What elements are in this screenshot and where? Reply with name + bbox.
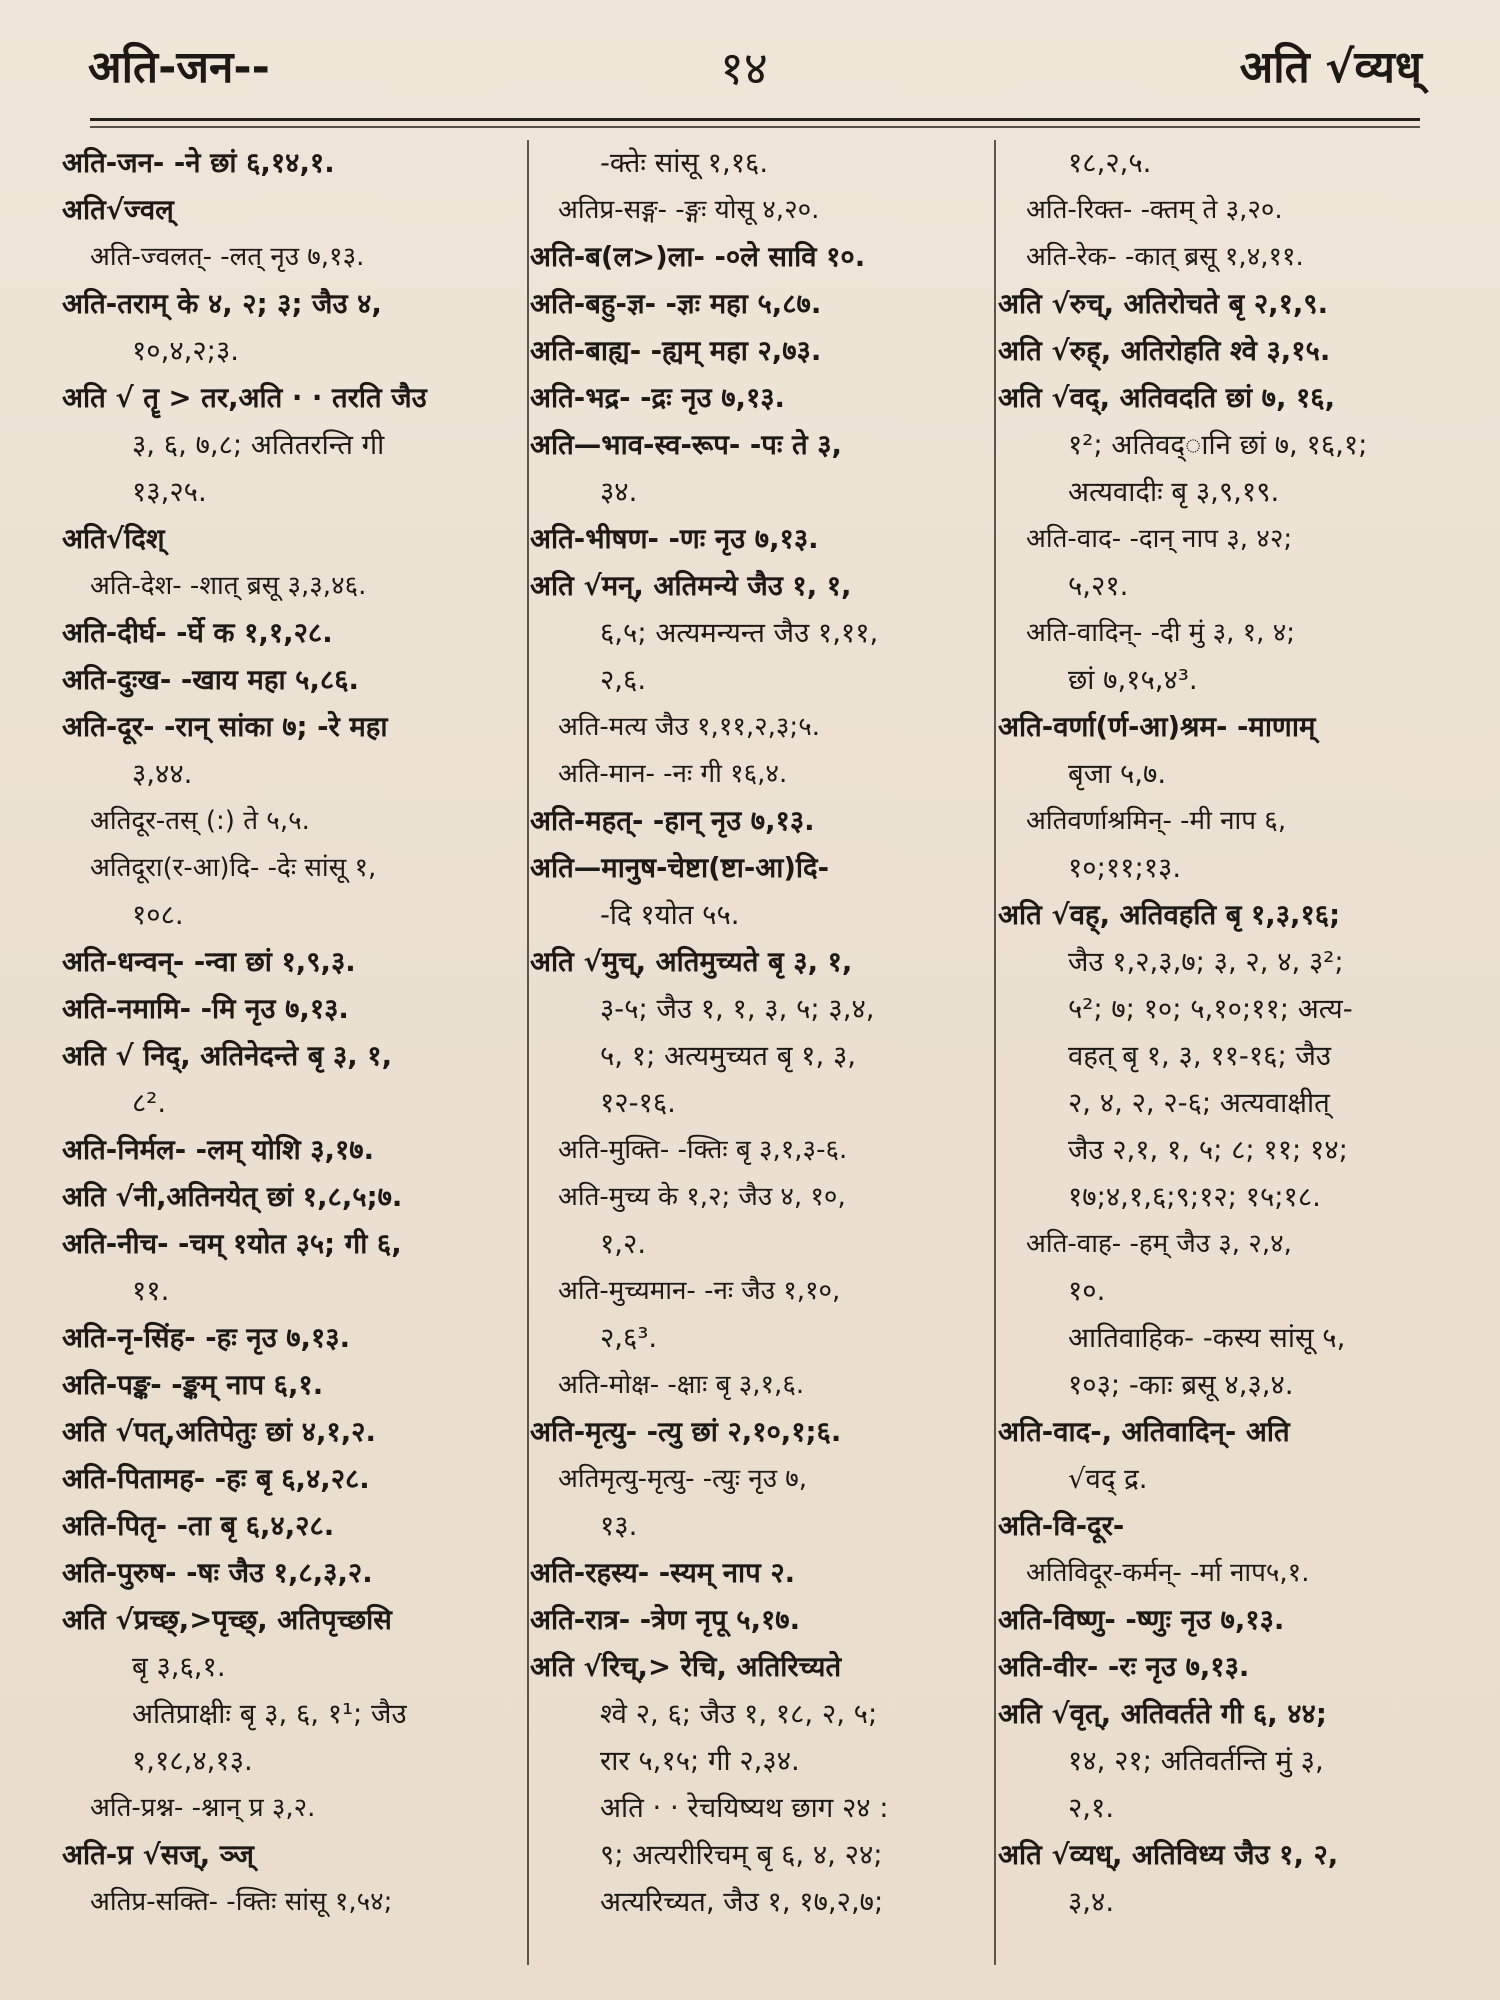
entry-line: अति √प्रच्छ्,>पृच्छ्, अतिपृच्छसि xyxy=(62,1604,392,1636)
entry-line: १०. xyxy=(1068,1275,1106,1307)
entry-line: अति-दुःख- -खाय महा ५,८६. xyxy=(62,664,359,696)
entry-line: ३-५; जैउ १, १, ३, ५; ३,४, xyxy=(600,993,875,1025)
entry-line: अति-विष्णु- -ष्णुः नृउ ७,१३. xyxy=(998,1604,1285,1636)
entry-line: १३. xyxy=(600,1510,638,1542)
entry-line: ३४. xyxy=(600,476,638,508)
entry-line: अति √मन्, अतिमन्ये जैउ १, १, xyxy=(530,570,852,602)
entry-line: अति-पितृ- -ता बृ ६,४,२८. xyxy=(62,1510,335,1542)
entry-line: १०;११;१३. xyxy=(1068,852,1182,884)
entry-line: १०३; -काः ब्रसू ४,३,४. xyxy=(1068,1369,1294,1401)
entry-line: अति-प्रश्न- -श्नान् प्र ३,२. xyxy=(90,1793,316,1823)
entry-line: अति √वद्, अतिवदति छां ७, १६, xyxy=(998,382,1336,414)
entry-line: ११. xyxy=(132,1275,170,1307)
entry-line: जैउ १,२,३,७; ३, २, ४, ३²; xyxy=(1068,946,1344,978)
entry-line: अति-भीषण- -णः नृउ ७,१३. xyxy=(530,523,819,555)
entry-line: -क्तेः सांसू १,१६. xyxy=(600,147,769,179)
entry-line: १२-१६. xyxy=(600,1087,676,1119)
entry-line: अति-रात्र- -त्रेण नृपू ५,१७. xyxy=(530,1604,801,1636)
entry-line: अतिप्र-सक्ति- -क्तिः सांसू १,५४; xyxy=(90,1887,393,1917)
entry-line: अति-देश- -शात् ब्रसू ३,३,४६. xyxy=(90,571,367,601)
entry-line: अति-वाह- -हम् जैउ ३, २,४, xyxy=(1026,1229,1292,1259)
entry-line: अतिदूर-तस् (:) ते ५,५. xyxy=(90,806,310,836)
header-rule xyxy=(90,118,1420,121)
entry-line: अति-वर्णा(र्ण-आ)श्रम- -माणाम् xyxy=(998,711,1316,743)
entry-column-2 xyxy=(530,140,992,1980)
entry-line: अति-धन्वन्- -न्वा छां १,९,३. xyxy=(62,946,356,978)
entry-line: अति√ज्वल् xyxy=(62,194,174,226)
entry-line: बृजा ५,७. xyxy=(1068,758,1167,790)
entry-line: २, ४, २, २-६; अत्यवाक्षीत् xyxy=(1068,1087,1330,1119)
entry-line: अति-नीच- -चम् १योत ३५; गी ६, xyxy=(62,1228,402,1260)
entry-column-3 xyxy=(998,140,1446,1980)
entry-line: ३, ६, ७,८; अतितरन्ति गी xyxy=(132,429,385,461)
entry-line: अतिवर्णाश्रमिन्- -मी नाप ६, xyxy=(1026,806,1287,836)
entry-line: अत्यवादीः बृ ३,९,१९. xyxy=(1068,476,1280,508)
entry-line: अतिदूरा(र-आ)दि- -देः सांसू १, xyxy=(90,853,377,883)
entry-line: अति-दीर्घ- -र्घे क १,१,२८. xyxy=(62,617,333,649)
entry-line: १३,२५. xyxy=(132,476,207,508)
column-divider xyxy=(527,140,529,1965)
entry-line: २,६. xyxy=(600,664,647,696)
running-head-right: अति √व्यध् xyxy=(1239,42,1422,93)
entry-line: ५,२१. xyxy=(1068,570,1129,602)
entry-line: अति · · रेचयिष्यथ छाग २४ : xyxy=(600,1792,889,1824)
entry-line: अति √नी,अतिनयेत् छां १,८,५;७. xyxy=(62,1181,403,1213)
entry-line: अति-जन- -ने छां ६,१४,१. xyxy=(62,147,335,179)
entry-line: अति-नृ-सिंह- -हः नृउ ७,१३. xyxy=(62,1322,351,1354)
entry-line: अति√दिश् xyxy=(62,523,165,555)
entry-line: आतिवाहिक- -कस्य सांसू ५, xyxy=(1068,1322,1346,1354)
entry-line: १८,२,५. xyxy=(1068,147,1152,179)
entry-line: वहत् बृ १, ३, ११-१६; जैउ xyxy=(1068,1040,1331,1072)
entry-line: ९; अत्यरीरिचम् बृ ६, ४, २४; xyxy=(600,1839,883,1871)
entry-line: अति-मान- -नः गी १६,४. xyxy=(558,759,788,789)
entry-line: अति—भाव-स्व-रूप- -पः ते ३, xyxy=(530,429,842,461)
entry-line: अति-मुक्ति- -क्तिः बृ ३,१,३-६. xyxy=(558,1135,848,1165)
entry-line: अत्यरिच्यत, जैउ १, १७,२,७; xyxy=(600,1886,884,1918)
entry-line: अति-ब(ल>)ला- -०ले सावि १०. xyxy=(530,241,866,273)
entry-line: अतिप्र-सङ्ग- -ङ्गः योसू ४,२०. xyxy=(558,195,820,225)
entry-line: अतिप्राक्षीः बृ ३, ६, १¹; जैउ xyxy=(132,1698,407,1730)
entry-line: जैउ २,१, १, ५; ८; ११; १४; xyxy=(1068,1134,1348,1166)
entry-line: अति √रिच्,> रेचि, अतिरिच्यते xyxy=(530,1651,842,1683)
entry-line: २,६³. xyxy=(600,1322,658,1354)
entry-line: अति-मृत्यु- -त्यु छां २,१०,१;६. xyxy=(530,1416,842,1448)
entry-line: अति √वृत्, अतिवर्तते गी ६, ४४; xyxy=(998,1698,1327,1730)
entry-line: अति-निर्मल- -लम् योशि ३,१७. xyxy=(62,1134,375,1166)
entry-line: ५, १; अत्यमुच्यत बृ १, ३, xyxy=(600,1040,856,1072)
entry-line: अति √व्यध्, अतिविध्य जैउ १, २, xyxy=(998,1839,1339,1871)
entry-line: ३,४. xyxy=(1068,1886,1115,1918)
entry-line: श्वे २, ६; जैउ १, १८, २, ५; xyxy=(600,1698,878,1730)
entry-line: अति-तराम् के ४, २; ३; जैउ ४, xyxy=(62,288,382,320)
entry-line: अति-वाद-, अतिवादिन्- अति xyxy=(998,1416,1290,1448)
page-number: १४ xyxy=(720,41,768,95)
entry-line: अति-वि-दूर- xyxy=(998,1510,1125,1542)
entry-line: छां ७,१५,४³. xyxy=(1068,664,1198,696)
entry-column-1 xyxy=(62,140,524,1980)
entry-line: ६,५; अत्यमन्यन्त जैउ १,११, xyxy=(600,617,879,649)
entry-line: अति √ निद्, अतिनेदन्ते बृ ३, १, xyxy=(62,1040,393,1072)
entry-line: अति—मानुष-चेष्टा(ष्टा-आ)दि- xyxy=(530,852,830,884)
entry-line: अति-ज्वलत्- -लत् नृउ ७,१३. xyxy=(90,242,365,272)
entry-line: अति √ तॄ > तर,अति · · तरति जैउ xyxy=(62,382,427,414)
entry-line: अतिविदूर-कर्मन्- -र्मा नाप५,१. xyxy=(1026,1558,1310,1588)
entry-line: अति-वाद- -दान् नाप ३, ४२; xyxy=(1026,524,1293,554)
entry-line: १७;४,१,६;९;१२; १५;१८. xyxy=(1068,1181,1321,1213)
entry-line: १,१८,४,१३. xyxy=(132,1745,253,1777)
entry-line: १४, २१; अतिवर्तन्ति मुं ३, xyxy=(1068,1745,1324,1777)
entry-line: रार ५,१५; गी २,३४. xyxy=(600,1745,800,1777)
entry-line: अतिमृत्यु-मृत्यु- -त्युः नृउ ७, xyxy=(558,1464,808,1494)
entry-line: ५²; ७; १०; ५,१०;११; अत्य- xyxy=(1068,993,1353,1025)
entry-line: √वद् द्र. xyxy=(1068,1463,1148,1495)
entry-line: अति-दूर- -रान् सांका ७; -रे महा xyxy=(62,711,388,743)
entry-line: १²; अतिवद्ानि छां ७, १६,१; xyxy=(1068,429,1368,461)
entry-line: अति-महत्- -हान् नृउ ७,१३. xyxy=(530,805,815,837)
entry-line: अति √मुच्, अतिमुच्यते बृ ३, १, xyxy=(530,946,853,978)
entry-line: अति-वादिन्- -दी मुं ३, १, ४; xyxy=(1026,618,1295,648)
entry-line: अति-पुरुष- -षः जैउ १,८,३,२. xyxy=(62,1557,373,1589)
entry-line: अति √पत्,अतिपेतुः छां ४,१,२. xyxy=(62,1416,376,1448)
entry-line: अति-रिक्त- -क्तम् ते ३,२०. xyxy=(1026,195,1283,225)
entry-line: अति-मुच्य के १,२; जैउ ४, १०, xyxy=(558,1182,846,1212)
column-divider xyxy=(994,140,996,1965)
entry-line: ८². xyxy=(132,1087,167,1119)
entry-line: १०,४,२;३. xyxy=(132,335,239,367)
entry-line: २,१. xyxy=(1068,1792,1115,1824)
header-rule-thin xyxy=(90,126,1420,128)
entry-line: अति-मुच्यमान- -नः जैउ १,१०, xyxy=(558,1276,841,1306)
entry-line: अति-पङ्क- -ङ्कम् नाप ६,१. xyxy=(62,1369,324,1401)
entry-line: अति-प्र √सज्, ञ्ज् xyxy=(62,1839,254,1871)
entry-line: १,२. xyxy=(600,1228,647,1260)
entry-line: -दि १योत ५५. xyxy=(600,899,740,931)
entry-line: अति-वीर- -रः नृउ ७,१३. xyxy=(998,1651,1250,1683)
entry-line: ३,४४. xyxy=(132,758,193,790)
entry-line: अति-बाह्य- -ह्यम् महा २,७३. xyxy=(530,335,822,367)
entry-line: बृ ३,६,१. xyxy=(132,1651,226,1683)
entry-line: अति-मत्य जैउ १,११,२,३;५. xyxy=(558,712,820,742)
entry-line: अति √वह्, अतिवहति बृ १,३,१६; xyxy=(998,899,1341,931)
entry-line: अति-मोक्ष- -क्षाः बृ ३,१,६. xyxy=(558,1370,805,1400)
entry-line: अति-पितामह- -हः बृ ६,४,२८. xyxy=(62,1463,370,1495)
entry-line: अति-बहु-ज्ञ- -ज्ञः महा ५,८७. xyxy=(530,288,822,320)
entry-line: अति-नमामि- -मि नृउ ७,१३. xyxy=(62,993,349,1025)
entry-line: १०८. xyxy=(132,899,184,931)
entry-line: अति √रुह्, अतिरोहति श्वे ३,१५. xyxy=(998,335,1331,367)
entry-line: अति-रेक- -कात् ब्रसू १,४,११. xyxy=(1026,242,1304,272)
entry-line: अति √रुच्, अतिरोचते बृ २,१,९. xyxy=(998,288,1329,320)
running-head-left: अति-जन-- xyxy=(88,42,270,93)
entry-line: अति-भद्र- -द्रः नृउ ७,१३. xyxy=(530,382,785,414)
entry-line: अति-रहस्य- -स्यम् नाप २. xyxy=(530,1557,796,1589)
